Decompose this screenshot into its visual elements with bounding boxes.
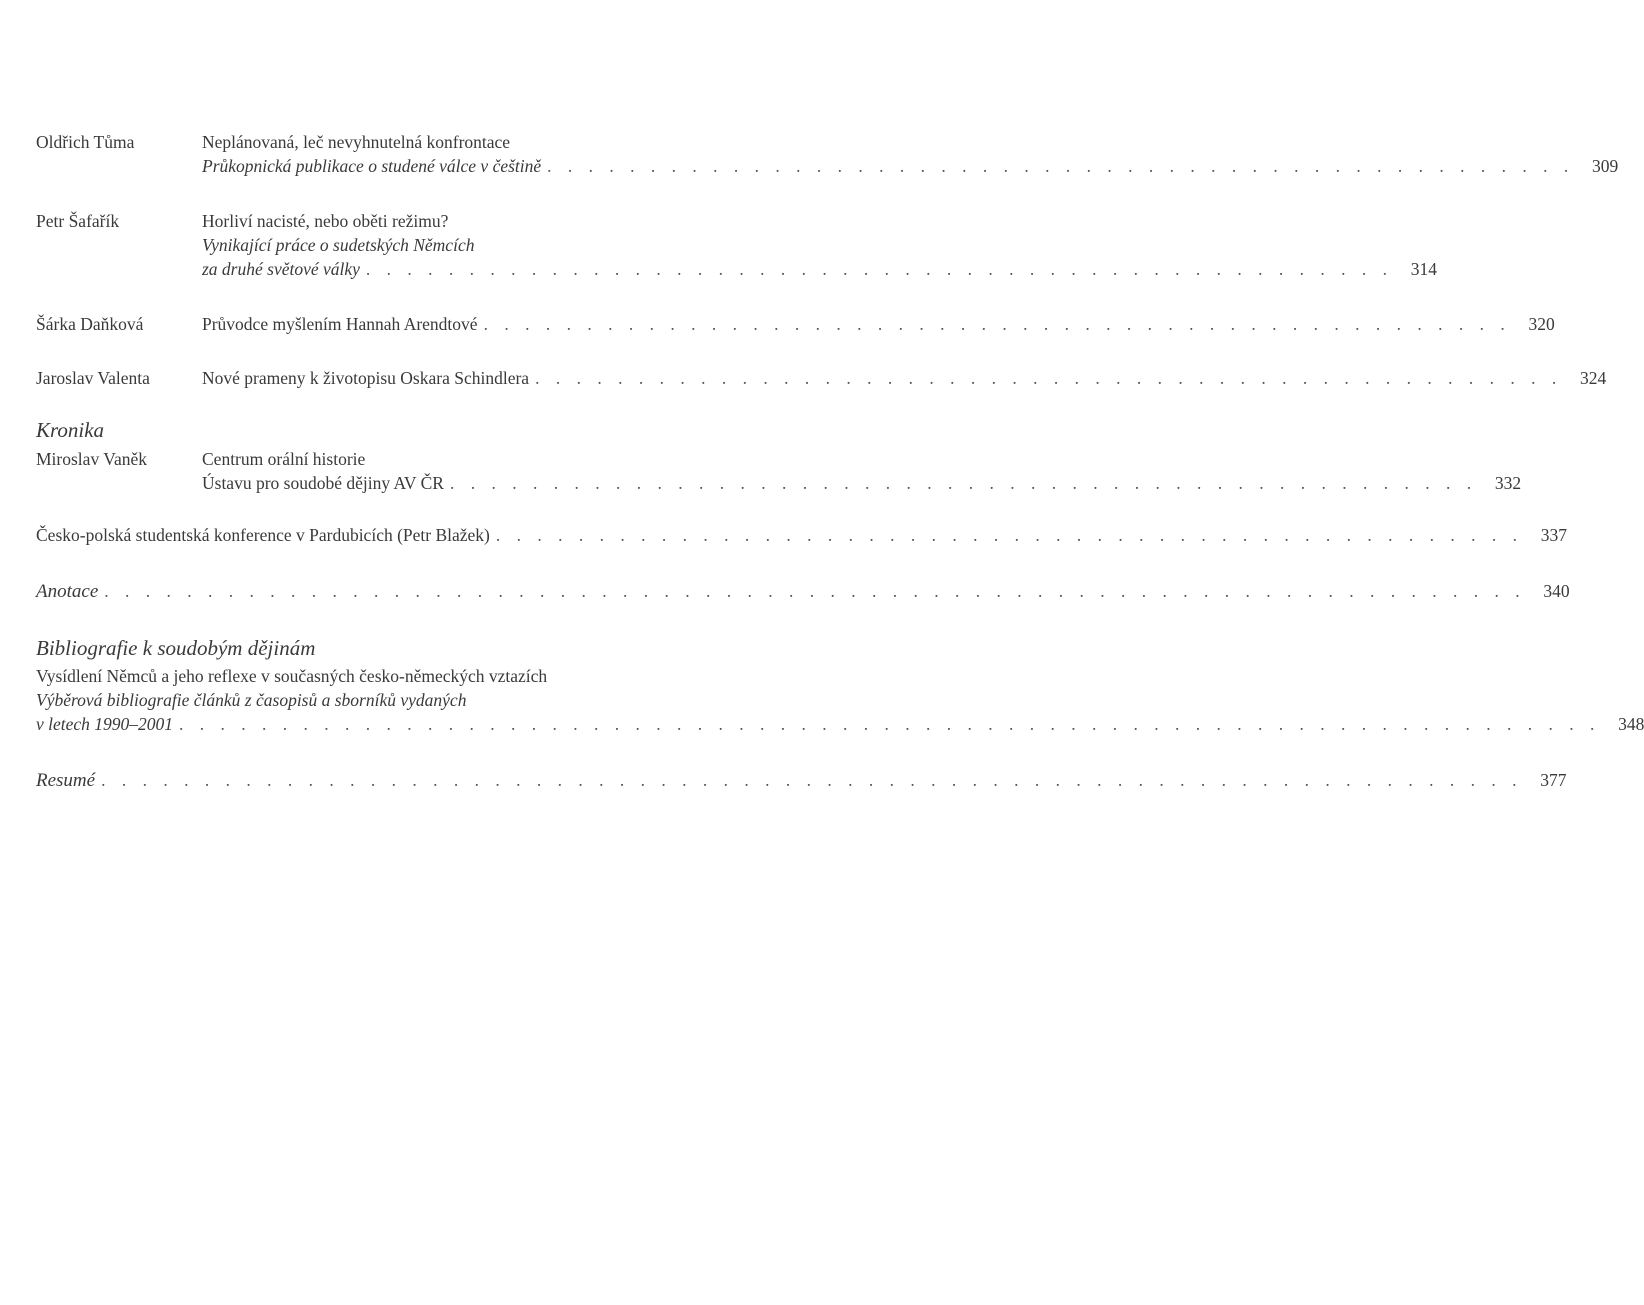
author-name: Miroslav Vaněk	[36, 449, 147, 469]
section-heading-kronika: Kronika	[36, 418, 105, 442]
author-name: Jaroslav Valenta	[36, 368, 150, 388]
article-subtitle: Výběrová bibliografie článků z časopisů a sborníků vydaných	[36, 690, 467, 710]
article-subtitle: Průkopnická publikace o studené válce v češtině	[202, 156, 542, 176]
page-number: 332	[1494, 473, 1522, 493]
article-title: Neplánovaná, leč nevyhnutelná konfrontace	[202, 132, 511, 152]
article-title-line	[202, 312, 1555, 336]
article-title: Horliví nacisté, nebo oběti režimu?	[202, 211, 449, 231]
article-subtitle-continued: v letech 1990–2001	[36, 714, 174, 734]
entry-content	[36, 579, 1570, 603]
article-title: Vysídlení Němců a jeho reflexe v současných česko-německých vztazích	[36, 666, 548, 686]
author-name: Petr Šafařík	[36, 211, 120, 231]
article-title: Česko-polská studentská konference v Pardubicích (Petr Blažek)	[36, 525, 490, 545]
entry-content	[202, 209, 1438, 281]
article-title: Nové prameny k životopisu Oskara Schindlera	[202, 368, 530, 388]
page-number: 309	[1592, 156, 1619, 176]
dot-leader: . . . . . . . . . . . . . . . . . . . . . . . . . . . . . . . . . . . . . . . . . . . . . . . . . . . . . . . . . . . . . . . . . . . . .	[101, 770, 1523, 790]
article-title-line	[202, 471, 1522, 495]
dot-leader: . . . . . . . . . . . . . . . . . . . . . . . . . . . . . . . . . . . . . . . . . . . . . . . . . .	[547, 156, 1575, 176]
entry-content	[202, 312, 1555, 336]
dot-leader: . . . . . . . . . . . . . . . . . . . . . . . . . . . . . . . . . . . . . . . . . . . . . . . . . .	[449, 473, 1478, 493]
page-number: 377	[1540, 770, 1567, 790]
page-number: 348	[1618, 714, 1644, 734]
section-heading-resume: Resumé	[36, 770, 96, 791]
page-number: 337	[1540, 525, 1568, 545]
article-title: Centrum orální historie	[202, 449, 366, 469]
page-number: 324	[1579, 368, 1607, 388]
article-subtitle: Vynikající práce o sudetských Němcích	[202, 235, 475, 255]
entry-content	[202, 447, 1522, 495]
table-of-contents	[36, 0, 1644, 1305]
page-number: 320	[1528, 314, 1555, 334]
dot-leader: . . . . . . . . . . . . . . . . . . . . . . . . . . . . . . . . . . . . . . . . . . . . . . . . . . . . . . . . . . . . . . . . . . . . .	[104, 581, 1526, 601]
article-title-line	[202, 366, 1607, 390]
article-subtitle-line	[36, 712, 1644, 736]
section-heading-line	[36, 579, 1570, 603]
section-heading-bibliografie: Bibliografie k soudobým dějinám	[36, 636, 316, 660]
dot-leader: . . . . . . . . . . . . . . . . . . . . . . . . . . . . . . . . . . . . . . . . . . . . . . . . . .	[483, 314, 1511, 334]
article-subtitle-line	[202, 154, 1619, 178]
dot-leader: . . . . . . . . . . . . . . . . . . . . . . . . . . . . . . . . . . . . . . . . . . . . . . . . . .	[365, 259, 1394, 279]
dot-leader: . . . . . . . . . . . . . . . . . . . . . . . . . . . . . . . . . . . . . . . . . . . . . . . . . .	[535, 368, 1563, 388]
article-title-line	[36, 523, 1568, 547]
entry-content	[202, 130, 1619, 178]
page-number: 314	[1410, 259, 1438, 279]
article-title-continued: Ústavu pro soudobé dějiny AV ČR	[202, 473, 444, 493]
entry-content	[202, 366, 1607, 390]
author-name: Oldřich Tůma	[36, 132, 135, 152]
entry-content	[36, 523, 1568, 547]
article-subtitle-line	[202, 257, 1438, 281]
page-number: 340	[1543, 581, 1570, 601]
entry-content	[36, 768, 1567, 792]
dot-leader: . . . . . . . . . . . . . . . . . . . . . . . . . . . . . . . . . . . . . . . . . . . . . . . . . . . . . . . . . . . . . . . . . . . . .	[179, 714, 1601, 734]
dot-leader: . . . . . . . . . . . . . . . . . . . . . . . . . . . . . . . . . . . . . . . . . . . . . . . . . .	[495, 525, 1524, 545]
entry-content	[36, 664, 1644, 736]
section-heading-anotace: Anotace	[36, 581, 99, 602]
article-title: Průvodce myšlením Hannah Arendtové	[202, 314, 478, 334]
section-heading-line	[36, 768, 1567, 792]
author-name: Šárka Daňková	[36, 314, 144, 334]
article-subtitle-continued: za druhé světové války	[202, 259, 360, 279]
